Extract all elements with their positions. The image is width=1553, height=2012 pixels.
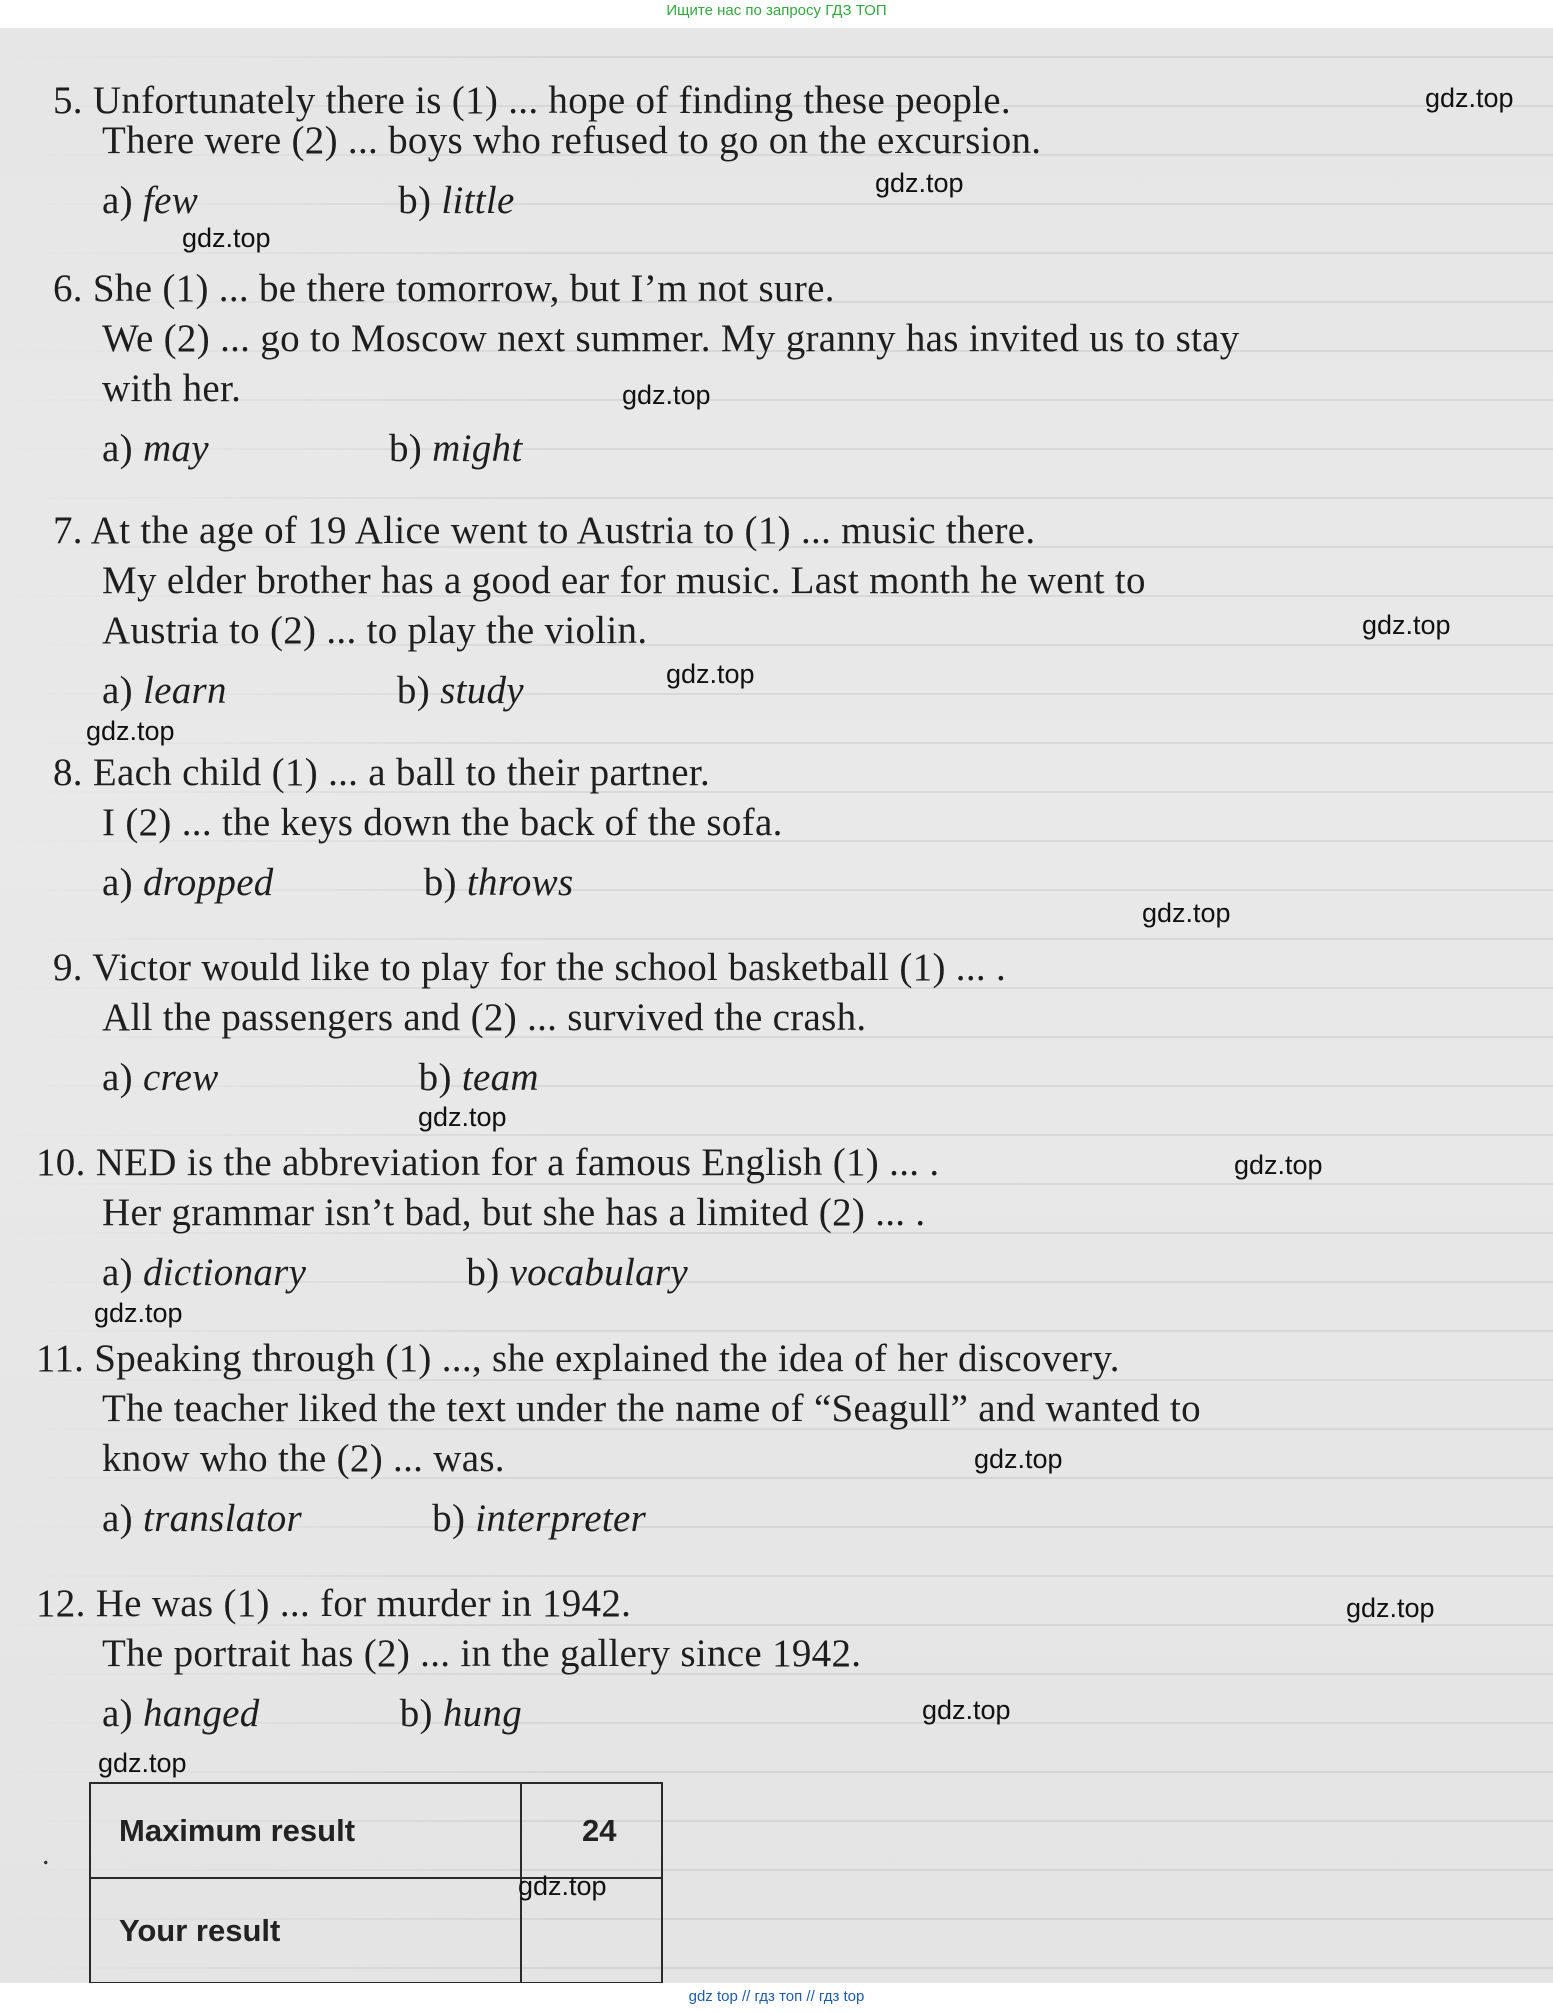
question-number: 7. bbox=[53, 509, 83, 552]
question-5-options bbox=[102, 178, 515, 224]
option-a-word: translator bbox=[142, 1497, 303, 1540]
watermark: gdz.top bbox=[94, 1298, 183, 1328]
option-a-word: may bbox=[142, 427, 209, 470]
question-number: 10. bbox=[36, 1141, 86, 1184]
option-b-letter: b) bbox=[432, 1497, 466, 1540]
question-6-options bbox=[102, 426, 522, 472]
stray-dot: . bbox=[42, 1838, 50, 1871]
question-6-line-1: 6. She (1) ... be there tomorrow, but I’m not sure. bbox=[53, 267, 835, 310]
your-result-label: Your result bbox=[90, 1878, 521, 1983]
watermark: gdz.top bbox=[666, 659, 755, 689]
question-7-line-2: My elder brother has a good ear for music. Last month he went to bbox=[102, 559, 1146, 602]
question-7-line-1: 7. At the age of 19 Alice went to Austria to (1) ... music there. bbox=[53, 509, 1036, 552]
option-b-word: vocabulary bbox=[509, 1251, 689, 1294]
option-b-word: interpreter bbox=[475, 1497, 647, 1540]
question-5-line-2: There were (2) ... boys who refused to go on the excursion. bbox=[102, 119, 1042, 162]
question-7-line-3: Austria to (2) ... to play the violin. bbox=[102, 609, 648, 652]
question-number: 6. bbox=[53, 267, 83, 310]
option-a-letter: a) bbox=[102, 1692, 133, 1735]
watermark: gdz.top bbox=[418, 1102, 507, 1132]
question-9-options bbox=[102, 1055, 539, 1101]
question-number: 12. bbox=[36, 1582, 86, 1625]
textbook-page bbox=[0, 28, 1553, 1983]
watermark: gdz.top bbox=[1142, 898, 1231, 928]
max-result-value: 24 bbox=[521, 1783, 662, 1878]
option-b-letter: b) bbox=[423, 861, 457, 904]
option-b-letter: b) bbox=[398, 179, 432, 222]
question-number: 9. bbox=[53, 946, 83, 989]
bottom-footer[interactable]: gdz top // гдз топ // гдз top bbox=[688, 1988, 865, 2005]
watermark: gdz.top bbox=[86, 716, 175, 746]
option-b-letter: b) bbox=[399, 1692, 433, 1735]
question-9-line-2: All the passengers and (2) ... survived the crash. bbox=[102, 996, 867, 1039]
top-banner[interactable]: Ищите нас по запросу ГДЗ ТОП bbox=[666, 2, 887, 19]
watermark: gdz.top bbox=[1362, 610, 1451, 640]
question-11-line-3: know who the (2) ... was. bbox=[102, 1437, 505, 1480]
max-result-label: Maximum result bbox=[90, 1783, 521, 1878]
question-12-line-1: 12. He was (1) ... for murder in 1942. bbox=[36, 1582, 632, 1625]
option-a-word: learn bbox=[142, 669, 227, 712]
question-5-line-1: 5. Unfortunately there is (1) ... hope of finding these people. bbox=[53, 79, 1011, 122]
option-a-letter: a) bbox=[102, 1251, 133, 1294]
option-a-letter: a) bbox=[102, 179, 133, 222]
option-a-letter: a) bbox=[102, 861, 133, 904]
option-a-letter: a) bbox=[102, 427, 133, 470]
option-a-word: dictionary bbox=[142, 1251, 307, 1294]
watermark: gdz.top bbox=[622, 380, 711, 410]
option-b-letter: b) bbox=[388, 427, 423, 470]
option-a-word: hanged bbox=[142, 1692, 260, 1735]
option-a-letter: a) bbox=[102, 1497, 133, 1540]
option-b-word: might bbox=[432, 427, 523, 470]
question-8-options bbox=[102, 860, 573, 906]
watermark: gdz.top bbox=[182, 223, 271, 253]
watermark: gdz.top bbox=[1346, 1593, 1435, 1623]
option-b-word: throws bbox=[466, 861, 574, 904]
option-a-word: crew bbox=[142, 1056, 219, 1099]
question-11-options bbox=[102, 1496, 646, 1542]
option-b-word: hung bbox=[442, 1692, 523, 1735]
option-b-word: little bbox=[441, 179, 515, 222]
question-11-line-1: 11. Speaking through (1) ..., she explained the idea of her discovery. bbox=[36, 1337, 1120, 1380]
option-b-letter: b) bbox=[396, 669, 431, 712]
question-9-line-1: 9. Victor would like to play for the school basketball (1) ... . bbox=[53, 946, 1007, 989]
option-a-letter: a) bbox=[102, 669, 133, 712]
question-7-options bbox=[102, 668, 524, 714]
question-6-line-2: We (2) ... go to Moscow next summer. My granny has invited us to stay bbox=[102, 317, 1240, 360]
option-b-word: study bbox=[440, 669, 524, 712]
question-8-line-2: I (2) ... the keys down the back of the sofa. bbox=[102, 801, 783, 844]
question-10-line-2: Her grammar isn’t bad, but she has a limited (2) ... . bbox=[102, 1191, 926, 1234]
watermark: gdz.top bbox=[98, 1748, 187, 1778]
question-12-options bbox=[102, 1691, 522, 1737]
option-a-word: few bbox=[142, 179, 199, 222]
option-b-letter: b) bbox=[466, 1251, 500, 1294]
question-11-line-2: The teacher liked the text under the name of “Seagull” and wanted to bbox=[102, 1387, 1201, 1430]
question-number: 8. bbox=[53, 751, 83, 794]
watermark: gdz.top bbox=[974, 1444, 1063, 1474]
watermark: gdz.top bbox=[518, 1871, 607, 1901]
watermark: gdz.top bbox=[1425, 83, 1514, 113]
question-number: 11. bbox=[36, 1337, 85, 1380]
watermark: gdz.top bbox=[922, 1695, 1011, 1725]
watermark: gdz.top bbox=[1234, 1150, 1323, 1180]
option-a-word: dropped bbox=[142, 861, 274, 904]
option-b-letter: b) bbox=[418, 1056, 452, 1099]
option-a-letter: a) bbox=[102, 1056, 133, 1099]
question-10-options bbox=[102, 1250, 688, 1296]
question-12-line-2: The portrait has (2) ... in the gallery since 1942. bbox=[102, 1632, 862, 1675]
option-b-word: team bbox=[461, 1056, 539, 1099]
question-number: 5. bbox=[53, 79, 83, 122]
watermark: gdz.top bbox=[875, 168, 964, 198]
question-10-line-1: 10. NED is the abbreviation for a famous English (1) ... . bbox=[36, 1141, 940, 1184]
question-6-line-3: with her. bbox=[102, 367, 242, 410]
question-8-line-1: 8. Each child (1) ... a ball to their partner. bbox=[53, 751, 711, 794]
